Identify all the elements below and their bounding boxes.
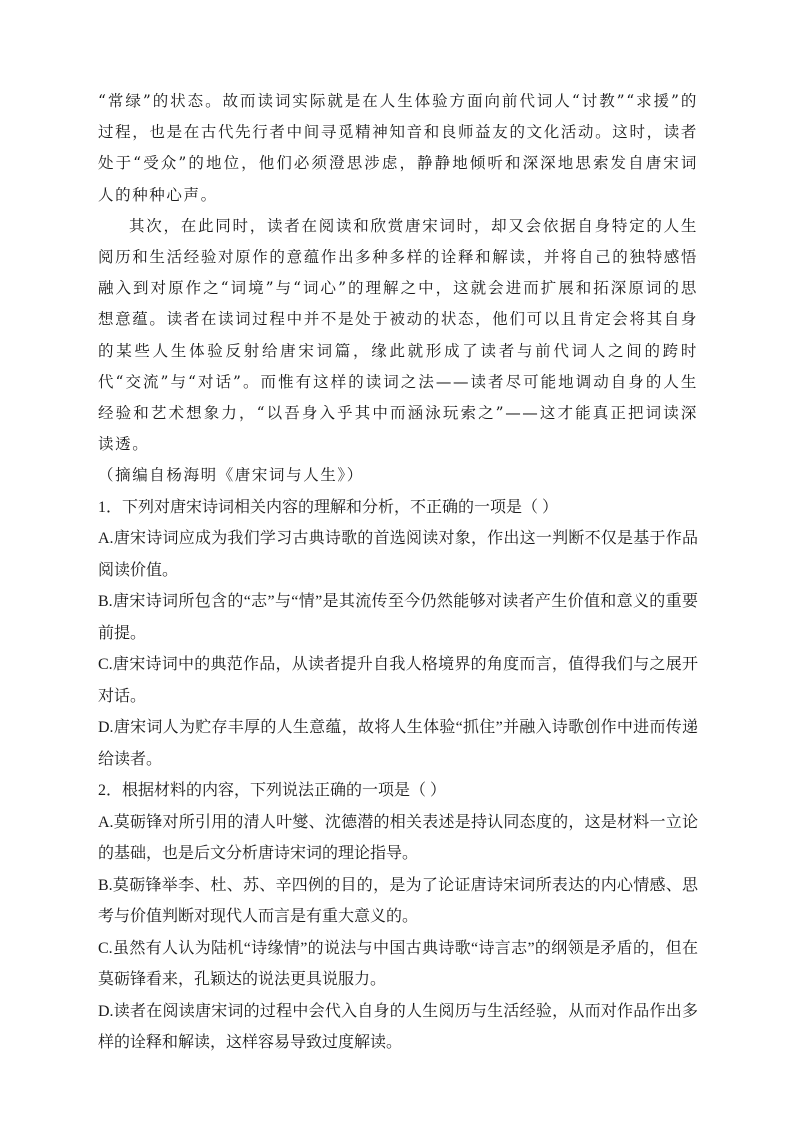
passage-source: （摘编自杨海明《唐宋词与人生》） — [98, 466, 364, 485]
question-1-option-d: D.唐宋词人为贮存丰厚的人生意蕴，故将人生体验“抓住”并融入诗歌创作中进而传递给读者。 — [98, 719, 698, 768]
passage-paragraph-2: 其次，在此同时，读者在阅读和欣赏唐宋词时，却又会依据自身特定的人生阅历和生活经验对原作的意蕴作出多种多样的诠释和解读，并将自己的独特感悟融入到对原作之“词境”与“词心”的理解之中，这就会进而扩展和拓深原词的思想意蕴。读者在读词过程中并不是处于被动的状态，他们可以且肯定会将其自身的某些人生体验反射给唐宋词篇，缘此就形成了读者与前代词人之间的跨时代“交流”与“对话”。而惟有这样的读词之法——读者尽可能地调动自身的人生经验和艺术想象力，“以吾身入乎其中而涵泳玩索之”——这才能真正把词读深读透。 — [98, 216, 698, 454]
question-2-option-d: D.读者在阅读唐宋词的过程中会代入自身的人生阅历与生活经验，从而对作品作出多样的诠释和解读，这样容易导致过度解读。 — [98, 1002, 698, 1052]
passage-paragraph-1: “常绿”的状态。故而读词实际就是在人生体验方面向前代词人“讨教”“求援”的过程，也是在古代先行者中间寻觅精神知音和良师益友的文化活动。这时，读者处于“受众”的地位，他们必须澄思涉虑，静静地倾听和深深地思索发自唐宋词人的种种心声。 — [98, 92, 698, 204]
question-2-stem: 2．根据材料的内容，下列说法正确的一项是（ ） — [98, 782, 447, 800]
question-2-option-c: C.虽然有人认为陆机“诗缘情”的说法与中国古典诗歌“诗言志”的纲领是矛盾的，但在莫砺锋看来，孔颖达的说法更具说服力。 — [98, 939, 698, 989]
question-1-option-c: C.唐宋诗词中的典范作品，从读者提升自我人格境界的角度而言，值得我们与之展开对话。 — [98, 656, 698, 705]
question-1-stem: 1．下列对唐宋诗词相关内容的理解和分析，不正确的一项是（ ） — [98, 498, 559, 516]
document-page — [98, 86, 698, 1059]
question-1-option-a: A.唐宋诗词应成为我们学习古典诗歌的首选阅读对象，作出这一判断不仅是基于作品阅读价值。 — [98, 530, 698, 579]
question-list — [98, 492, 698, 1059]
reading-passage — [98, 86, 698, 492]
question-2-option-a: A.莫砺锋对所引用的清人叶燮、沈德潜的相关表述是持认同态度的，这是材料一立论的基础，也是后文分析唐诗宋词的理论指导。 — [98, 813, 698, 863]
question-1-option-b: B.唐宋诗词所包含的“志”与“情”是其流传至今仍然能够对读者产生价值和意义的重要前提。 — [98, 593, 698, 642]
question-2-option-b: B.莫砺锋举李、杜、苏、辛四例的目的，是为了论证唐诗宋词所表达的内心情感、思考与价值判断对现代人而言是有重大意义的。 — [98, 876, 698, 926]
question-2 — [98, 775, 698, 1059]
question-1 — [98, 492, 698, 776]
